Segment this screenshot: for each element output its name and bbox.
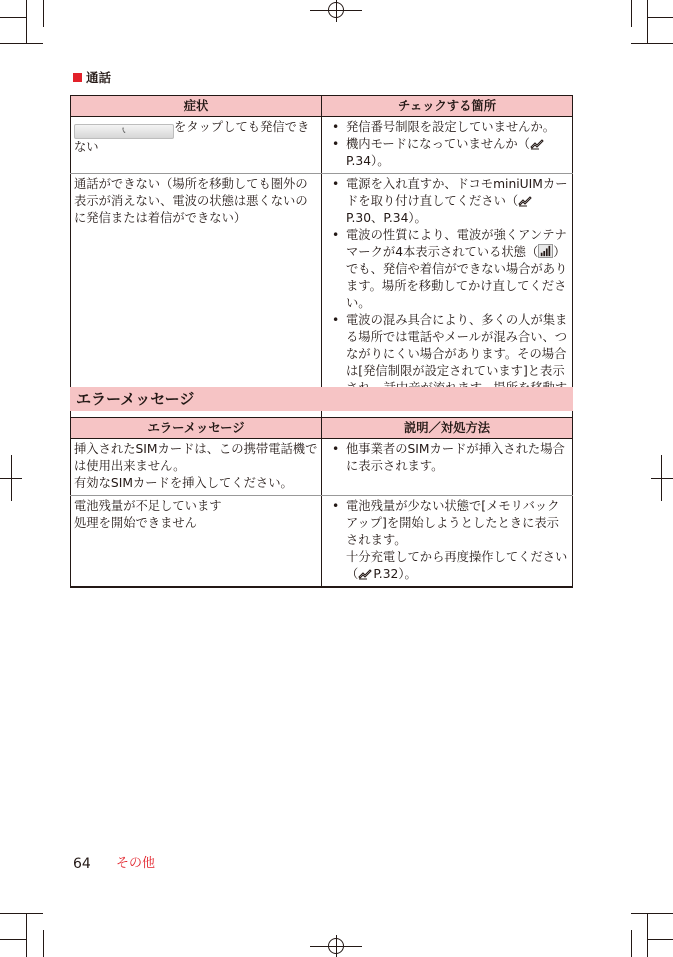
header-explanation: 説明／対処方法 — [322, 418, 573, 439]
call-troubleshooting-table — [70, 95, 573, 436]
table-row — [71, 439, 573, 496]
header-check-points: チェックする箇所 — [322, 96, 573, 117]
table-header-row — [71, 96, 573, 117]
page-number: 64 — [73, 856, 91, 872]
check-cell — [322, 117, 573, 174]
header-symptom: 症状 — [71, 96, 322, 117]
table-header-row — [71, 418, 573, 439]
reference-page-icon — [530, 138, 544, 150]
list-item: • 電波の性質により、電波が強くアンテナマークが4本表示されている状態（ ）でも、発信や着信ができない場合があります。場所を移動してかけ直してください。 — [346, 227, 569, 312]
reference-page-icon — [358, 568, 372, 580]
section-heading-call: 通話 — [73, 70, 111, 86]
list-item: • 他事業者のSIMカードが挿入された場合に表示されます。 — [346, 441, 569, 475]
explanation-cell — [322, 439, 573, 496]
phone-key-icon: 📞︎ — [74, 124, 174, 139]
section-heading-error-messages: エラーメッセージ — [70, 387, 573, 411]
symptom-cell: 📞︎ をタップしても発信できない — [71, 117, 322, 174]
error-message-cell: 電池残量が不足しています 処理を開始できません — [71, 496, 322, 588]
list-item: • 機内モードになっていませんか（P.34）。 — [346, 136, 569, 170]
antenna-4-bars-icon — [538, 244, 553, 258]
list-item: • 電源を入れ直すか、ドコモminiUIMカードを取り付け直してください（P.30、P.34）。 — [346, 176, 569, 227]
square-bullet-icon — [73, 73, 82, 82]
symptom-cell: 通話ができない（場所を移動しても圏外の表示が消えない、電波の状態は悪くないのに発信または着信ができない） — [71, 174, 322, 436]
explanation-cell — [322, 496, 573, 588]
list-item: • 電池残量が少ない状態で[メモリバックアップ]を開始しようとしたときに表示されます。 十分充電してから再度操作してください（ P.32）。 — [346, 498, 569, 583]
header-error-message: エラーメッセージ — [71, 418, 322, 439]
error-message-table — [70, 417, 573, 588]
table-row — [71, 496, 573, 588]
section-name: その他 — [116, 856, 156, 871]
table-row — [71, 117, 573, 174]
list-item: • 電波の混み具合により、多くの人が集まる場所では電話やメールが混み合い、つながりにくい場合があります。その場合は[発信制限が設定されています]と表示 — [346, 312, 569, 431]
error-message-cell: 挿入されたSIMカードは、この携帯電話機では使用出来ません。 有効なSIMカードを挿入してください。 — [71, 439, 322, 496]
reference-page-icon — [518, 195, 532, 207]
list-item: • 発信番号制限を設定していませんか。 — [346, 119, 569, 136]
